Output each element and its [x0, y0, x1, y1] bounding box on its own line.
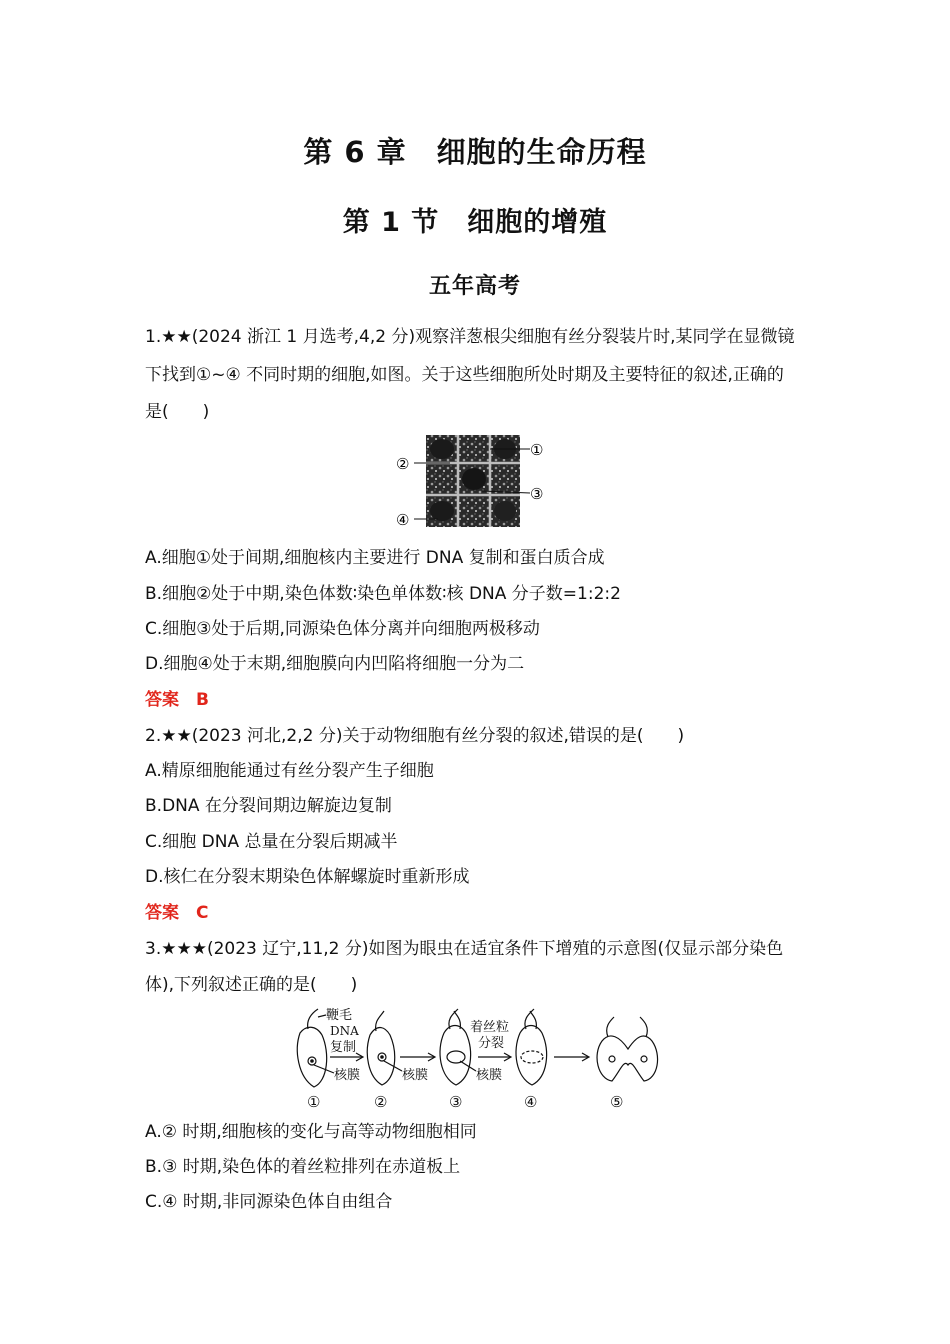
stage-label-3: ③	[449, 1093, 463, 1111]
q2-option-b: B.DNA 在分裂间期边解旋边复制	[145, 796, 392, 816]
q1-stem-line2: 下找到①~④ 不同时期的细胞,如图。关于这些细胞所处时期及主要特征的叙述,正确的	[145, 365, 784, 385]
q1-option-b: B.细胞②处于中期,染色体数∶染色单体数∶核 DNA 分子数=1:2:2	[145, 584, 621, 604]
label-replicate: 复制	[330, 1040, 357, 1055]
q2-option-c: C.细胞 DNA 总量在分裂后期减半	[145, 832, 398, 852]
stage-label-1: ①	[307, 1093, 321, 1111]
label-membrane-2: 核膜	[402, 1068, 429, 1083]
euglena-cell-3	[440, 1026, 471, 1086]
q3-option-b: B.③ 时期,染色体的着丝粒排列在赤道板上	[145, 1157, 461, 1177]
stage-label-4: ④	[524, 1093, 538, 1111]
q3-option-c: C.④ 时期,非同源染色体自由组合	[145, 1192, 393, 1212]
label-flagellum: 鞭毛	[326, 1008, 353, 1023]
q2-option-d: D.核仁在分裂末期染色体解螺旋时重新形成	[145, 867, 470, 887]
stage-label-5: ⑤	[610, 1093, 624, 1111]
euglena-cell-5	[597, 1036, 658, 1081]
label-dna: DNA	[330, 1024, 359, 1038]
figure-label-1: ①	[530, 441, 544, 459]
stage-label-2: ②	[374, 1093, 388, 1111]
figure-label-4: ④	[396, 511, 410, 529]
label-membrane-1: 核膜	[334, 1068, 361, 1083]
euglena-division-figure	[290, 1005, 660, 1113]
q3-option-a: A.② 时期,细胞核的变化与高等动物细胞相同	[145, 1122, 477, 1142]
q1-option-c: C.细胞③处于后期,同源染色体分离并向细胞两极移动	[145, 619, 540, 639]
label-split: 分裂	[478, 1036, 505, 1051]
q3-stem-line2: 体),下列叙述正确的是( )	[145, 975, 358, 995]
q1-option-d: D.细胞④处于末期,细胞膜向内凹陷将细胞一分为二	[145, 654, 525, 674]
part-title: 五年高考	[428, 274, 521, 299]
q1-stem-line3: 是( )	[145, 402, 210, 422]
q3-stem-line1: 3.★★★(2023 辽宁,11,2 分)如图为眼虫在适宜条件下增殖的示意图(仅显示部分染色	[145, 939, 784, 959]
figure-label-3: ③	[530, 485, 544, 503]
chapter-title: 第 6 章 细胞的生命历程	[303, 135, 647, 169]
figure-label-2: ②	[396, 455, 410, 473]
q1-answer: 答案 B	[145, 690, 209, 710]
q1-stem-line1: 1.★★(2024 浙江 1 月选考,4,2 分)观察洋葱根尖细胞有丝分裂装片时,某同学在显微镜	[145, 327, 795, 347]
label-centromere: 着丝粒	[470, 1020, 510, 1035]
q2-answer: 答案 C	[145, 903, 209, 923]
q1-micrograph-figure	[390, 433, 560, 530]
q1-option-a: A.细胞①处于间期,细胞核内主要进行 DNA 复制和蛋白质合成	[145, 548, 605, 568]
q2-stem: 2.★★(2023 河北,2,2 分)关于动物细胞有丝分裂的叙述,错误的是( )	[145, 726, 685, 746]
section-title: 第 1 节 细胞的增殖	[342, 207, 608, 238]
label-membrane-3: 核膜	[476, 1068, 503, 1083]
q2-option-a: A.精原细胞能通过有丝分裂产生子细胞	[145, 761, 434, 781]
